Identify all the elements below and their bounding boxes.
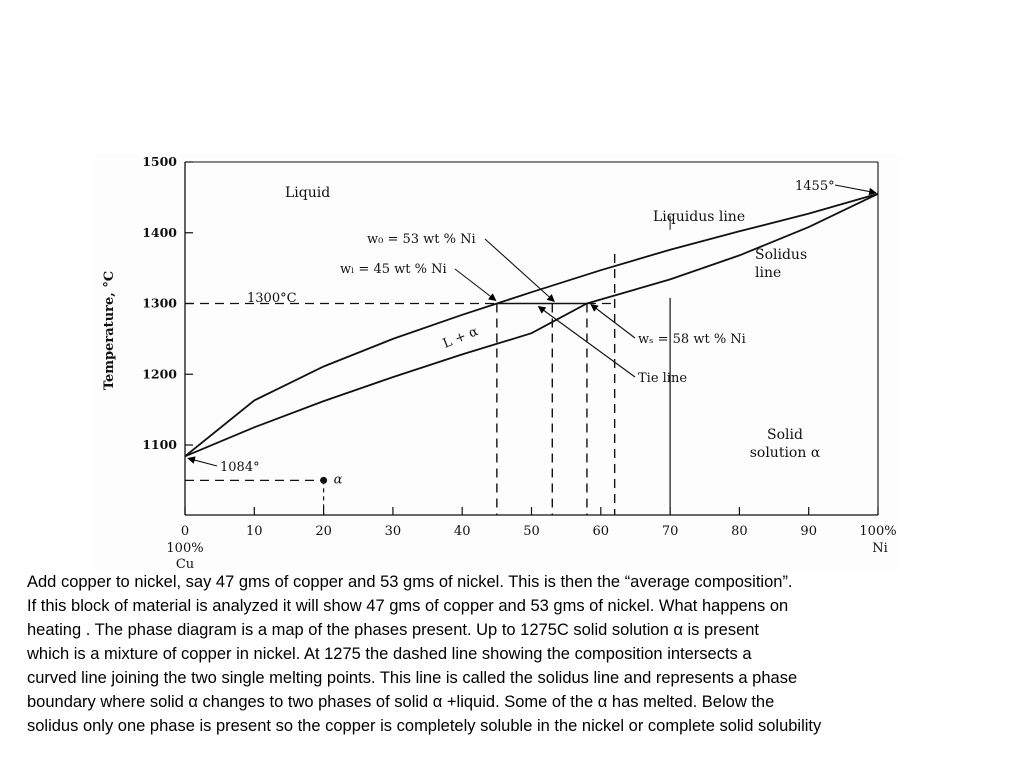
- cu-melting-arrow: [188, 458, 217, 466]
- caption-line: If this block of material is analyzed it will show 47 gms of copper and 53 gms of nickel. What happens on: [27, 597, 789, 615]
- solid-solution-label: solution α: [749, 445, 821, 461]
- x-tick-label: 40: [453, 524, 471, 539]
- two-phase-region-label: L + α: [440, 324, 481, 352]
- caption-line: Add copper to nickel, say 47 gms of copper and 53 gms of nickel. This is then the “average composition”.: [27, 573, 793, 591]
- wl-label: wₗ = 45 wt % Ni: [340, 262, 447, 277]
- cu-melting-point-label: 1084°: [220, 460, 260, 475]
- wl-arrow: [455, 269, 496, 301]
- isotherm-1300-label: 1300°C: [247, 291, 297, 306]
- phase-diagram: [95, 155, 900, 570]
- w0-label: w₀ = 53 wt % Ni: [367, 232, 476, 247]
- x-end-label-ni: Ni: [872, 541, 888, 556]
- x-tick-label: 60: [592, 524, 610, 539]
- caption-line: heating . The phase diagram is a map of the phases present. Up to 1275C solid solution α is present: [27, 621, 760, 639]
- caption-line: curved line joining the two single melting points. This line is called the solidus line and represents a phase: [27, 669, 798, 687]
- tie-line-label: Tie line: [638, 371, 688, 386]
- liquidus-curve: [185, 194, 878, 457]
- solid-solution-label: Solid: [767, 427, 803, 443]
- solidus-line-label: line: [755, 265, 782, 281]
- y-tick-label: 1100: [142, 437, 177, 452]
- liquidus-line-label: Liquidus line: [653, 209, 746, 225]
- solidus-curve: [185, 194, 878, 457]
- caption: [27, 570, 997, 738]
- x-tick-label: 50: [523, 524, 540, 539]
- y-tick-label: 1500: [142, 155, 177, 169]
- x-tick-label: 0: [180, 524, 190, 539]
- x-end-label-cu: 100%: [166, 541, 204, 556]
- y-tick-label: 1300: [142, 295, 177, 311]
- caption-line: solidus only one phase is present so the copper is completely soluble in the nickel or complete solid solubility: [27, 717, 822, 735]
- y-axis-title: Temperature, °C: [102, 270, 117, 391]
- x-end-label-cu: Cu: [175, 557, 195, 570]
- ni-melting-point-label: 1455°: [795, 179, 835, 194]
- alpha-point-marker: [320, 477, 327, 484]
- phase-diagram-svg: [95, 155, 900, 570]
- ws-label: wₛ = 58 wt % Ni: [638, 332, 746, 347]
- x-tick-label: 100%: [859, 524, 897, 539]
- y-tick-label: 1200: [142, 366, 177, 382]
- caption-line: boundary where solid α changes to two phases of solid α +liquid. Some of the α has melted. Below the: [27, 693, 775, 711]
- axes: [102, 155, 897, 570]
- ni-melting-arrow: [835, 185, 876, 193]
- x-tick-label: 10: [246, 524, 263, 539]
- alpha-point-label: α: [333, 472, 343, 488]
- y-tick-label: 1400: [142, 224, 177, 240]
- x-tick-label: 20: [315, 524, 332, 539]
- x-tick-label: 70: [661, 524, 679, 539]
- w0-arrow: [485, 239, 554, 302]
- solidus-line-label: Solidus: [755, 247, 808, 263]
- x-tick-label: 90: [800, 524, 817, 539]
- ws-arrow: [591, 305, 635, 339]
- x-tick-label: 30: [384, 524, 402, 539]
- caption-line: which is a mixture of copper in nickel. At 1275 the dashed line showing the composition intersects a: [27, 645, 752, 663]
- liquid-label: Liquid: [285, 185, 331, 201]
- x-tick-label: 80: [731, 524, 748, 539]
